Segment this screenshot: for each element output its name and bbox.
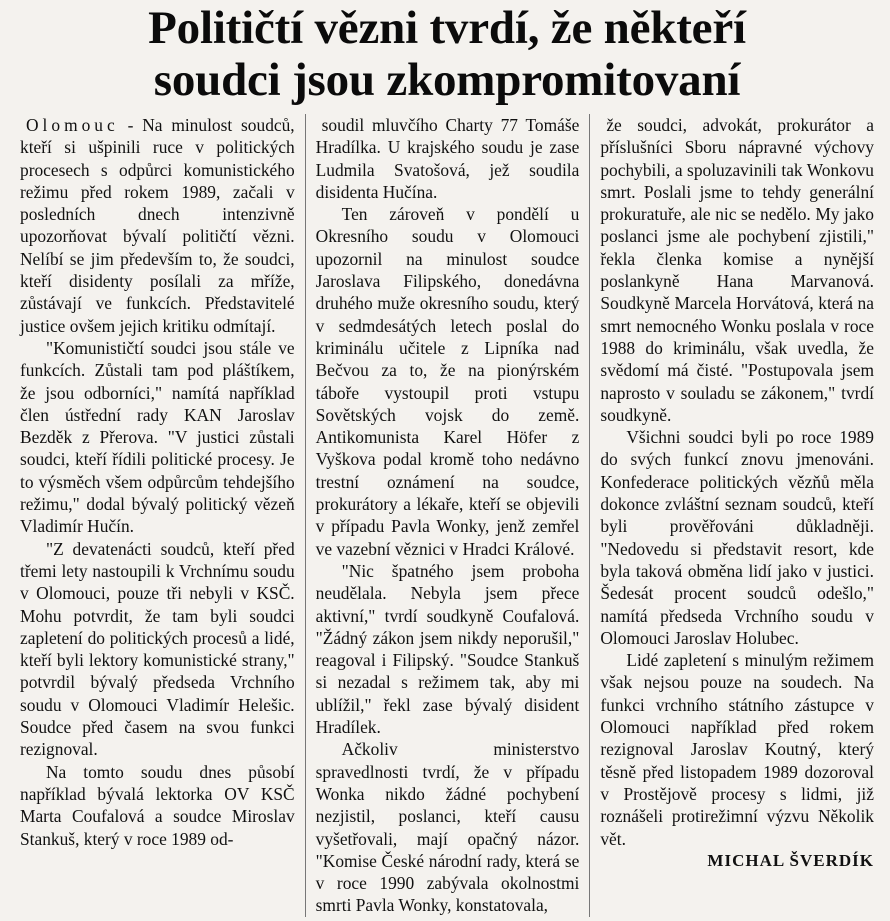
paragraph: soudil mluvčího Charty 77 Tomáše Hradílka. U krajského soudu je zase Ludmila Svatošová, jež soudila disidenta Hučína. [315,115,580,202]
paragraph-text: - Na minulost soudců, kteří si ušpinili ruce v politických procesech s odpůrci komunistického režimu před rokem 1989, začali v posledních dnech intenzivně upozorňovat bývalí političtí vězni. Nelíbí se jim především to, že soudci, kteří disidenty posílali za mříže, zůstávají ve funkcích. Představitelé justice ovšem jejich kritiku odmítají. [20,115,295,336]
paragraph: Všichni soudci byli po roce 1989 do svých funkcí znovu jmenováni. Konfederace politických vězňů měla dokonce zvláštní seznam soudců, kteří byli prověřováni důkladněji. "Nedovedu si představit resort, kde byla taková obměna lidí jako v justici. Šedesát procent soudců odešlo," namítá předseda Vrchního soudu v Olomouci Jaroslav Holubec. [600,427,874,648]
paragraph: "Z devatenácti soudců, kteří před třemi lety nastoupili k Vrchnímu soudu v Olomouci, pouze tři nebyli v KSČ. Mohu potvrdit, že tam byli soudci zapletení do politických procesů a lidé, kteří byli lektory komunistické strany," potvrdil bývalý předseda Vrchního soudu v Olomouci Vladimír Helešic. Soudce před časem na svou funkci rezignoval. [20,538,295,760]
article-columns [20,114,874,917]
paragraph: "Nic špatného jsem proboha neudělala. Nebyla jsem přece aktivní," tvrdí soudkyně Coufalová. "Žádný zákon jsem nikdy neporušil," reagoval i Filipský. "Soudce Stankuš si nezadal s režimem tak, aby mi ublížil," řekl zase bývalý disident Hradílek. [315,560,580,738]
dateline: Olomouc [26,115,119,135]
paragraph: Na tomto soudu dnes působí například bývalá lektorka OV KSČ Marta Coufalová a soudce Miroslav Stankuš, který v roce 1989 od- [20,761,295,849]
paragraph: Ačkoliv ministerstvo spravedlnosti tvrdí, že v případu Wonka nikdo žádné pochybení nezjistil, poslanci, kteří causu vyšetřovali, mají opačný názor. "Komise České národní rady, která se v roce 1990 zabývala okolnostmi smrti Pavla Wonky, konstatovala, [315,739,580,916]
paragraph: že soudci, advokát, prokurátor a příslušníci Sboru nápravné výchovy pochybili, a spoluzavinili tak Wonkovu smrt. Poslali jsme to tehdy generální prokuratuře, ale nic se nedělo. My jako poslanci jsme ale pochybení zjistili," řekla členka komise a nynější poslankyně Hana Marvanová. Soudkyně Marcela Horvátová, která na smrt nemocného Wonku poslala v roce 1988 do kriminálu, však uvedla, že svědomí má čisté. "Postupovala jsem naprosto v souladu se zákonem," tvrdí soudkyně. [600,115,874,425]
column-2 [305,114,590,917]
headline-line-2: soudci jsou zkompromitovaní [153,54,741,106]
paragraph: "Komunističtí soudci jsou stále ve funkcích. Zůstali tam pod pláštíkem, že jsou odborníci," namítá například člen ústřední rady KAN Jaroslav Bezděk z Přerova. "V justici zůstali soudci, kteří řídili politické procesy. Je to výsměch všem odpůrcům tehdejšího režimu," dodal bývalý politický vězeň Vladimír Hučín. [20,337,295,537]
column-1 [20,114,305,917]
headline-line-1: Političtí vězni tvrdí, že někteří [148,2,746,54]
paragraph: Lidé zapletení s minulým režimem však nejsou pouze na soudech. Na funkci vrchního státního zástupce v Olomouci například před rokem rezignoval Jaroslav Koutný, který těsně před listopadem 1989 dozoroval v Prostějově procesy s lidmi, již roznášeli protirežimní výzvu Několik vět. [600,650,874,849]
headline [20,2,874,106]
column-3 [589,114,874,917]
paragraph [20,114,295,337]
paragraph: Ten zároveň v pondělí u Okresního soudu v Olomouci upozornil na minulost soudce Jaroslava Filipského, donedávna druhého muže okresního soudu, který v sedmdesátých letech poslal do kriminálu učitele z Lipníka nad Bečvou za to, že na pionýrském táboře vystoupil proti vstupu Sovětských vojsk do země. Antikomunista Karel Höfer z Vyškova podal kromě toho nedávno trestní oznámení na soudce, prokurátory a lékaře, kteří se objevili v případu Pavla Wonky, jenž zemřel ve vazební věznici v Hradci Králové. [315,204,580,559]
byline: MICHAL ŠVERDÍK [707,850,874,870]
